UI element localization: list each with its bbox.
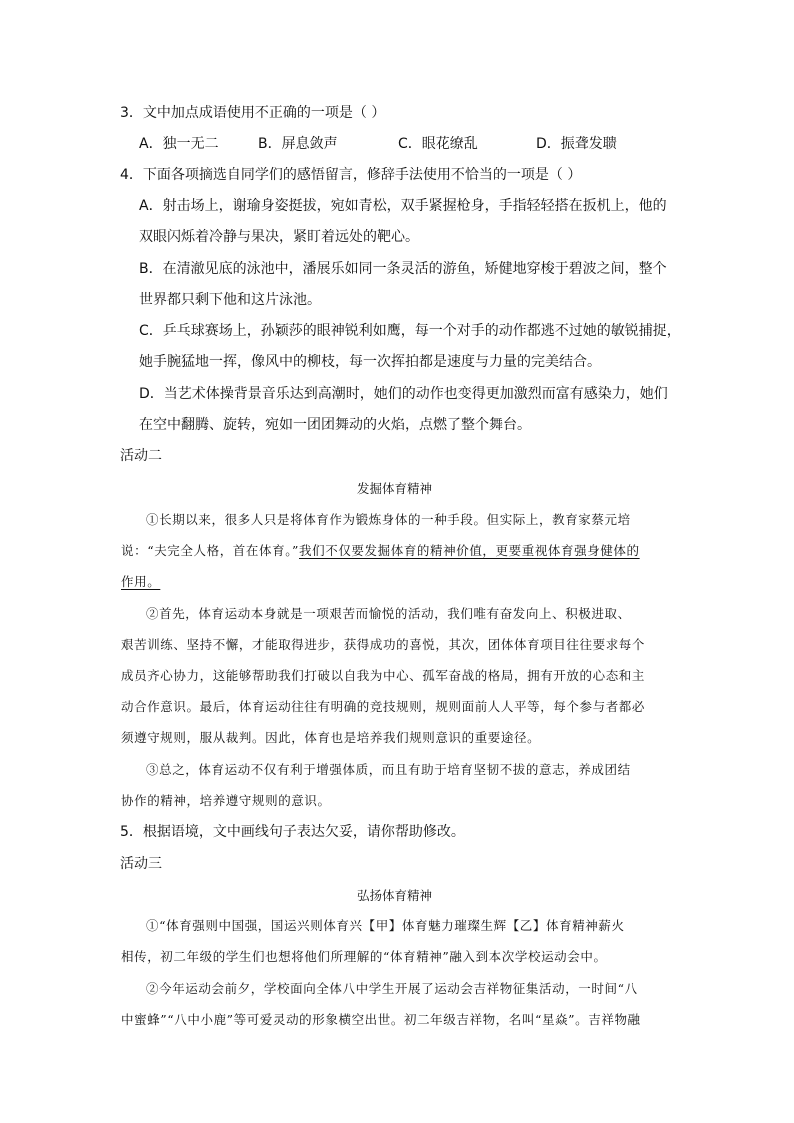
activity-3-paragraph-2-line2: 中蜜蜂”“八中小鹿”等可爱灵动的形象横空出世。初二年级吉祥物，名叫“星焱”。吉祥物融 (121, 1012, 641, 1027)
question-3-option-d: D．振聋发聩 (536, 136, 617, 152)
underlined-sentence-part1: 我们不仅要发掘体育的精神价值，更要重视体育强身健体的 (299, 543, 640, 558)
question-4-option-a-line2: 双眼闪烁着冷静与果决，紧盯着远处的靶心。 (139, 229, 419, 245)
question-3-stem: 3．文中加点成语使用不正确的一项是（ ） (120, 105, 386, 121)
activity-2-paragraph-1-line3 (121, 573, 160, 591)
activity-2-paragraph-2-line5: 须遵守规则，服从裁判。因此，体育也是培养我们规则意识的重要途径。 (121, 730, 541, 745)
activity-2-paragraph-2-line4: 动合作意识。最后，体育运动往往有明确的竞技规则，规则面前人人平等，每个参与者都必 (121, 699, 646, 714)
activity-2-paragraph-2-line1: ②首先，体育运动本身就是一项艰苦而愉悦的活动，我们唯有奋发向上、积极进取、 (146, 606, 631, 621)
activity-2-quote: 说：“夫完全人格，首在体育。” (121, 543, 300, 558)
question-4-option-b-line2: 世界都只剩下他和这片泳池。 (139, 292, 321, 308)
question-5-stem: 5．根据语境，文中画线句子表达欠妥，请你帮助修改。 (120, 824, 465, 840)
activity-2-paragraph-3-line1: ③总之，体育运动不仅有利于增强体质，而且有助于培育坚韧不拔的意志，养成团结 (146, 762, 631, 777)
question-4-option-d-line2: 在空中翻腾、旋转，宛如一团团舞动的火焰，点燃了整个舞台。 (139, 417, 531, 433)
question-4-option-c-line2: 她手腕猛地一挥，像风中的柳枝，每一次挥拍都是速度与力量的完美结合。 (139, 354, 601, 370)
activity-2-paragraph-1-line2 (121, 542, 640, 560)
question-3-option-c: C．眼花缭乱 (398, 136, 478, 152)
activity-2-paragraph-3-line2: 协作的精神，培养遵守规则的意识。 (121, 793, 331, 808)
activity-2-paragraph-2-line2: 艰苦训练、坚持不懈，才能取得进步，获得成功的喜悦，其次，团体体育项目往往要求每个 (121, 637, 646, 652)
activity-2-paragraph-2-line3: 成员齐心协力，这能够帮助我们打破以自我为中心、孤军奋战的格局，拥有开放的心态和主 (121, 668, 646, 683)
underlined-sentence-part2: 作用。 (121, 574, 161, 589)
question-4-stem: 4．下面各项摘选自同学们的感悟留言，修辞手法使用不恰当的一项是（ ） (120, 167, 582, 183)
question-4-option-c-line1: C．乒乓球赛场上，孙颖莎的眼神锐利如鹰，每一个对手的动作都逃不过她的敏锐捕捉， (139, 323, 681, 339)
question-3-option-a: A．独一无二 (139, 136, 219, 152)
activity-3-paragraph-1-line2: 相传，初二年级的学生们也想将他们所理解的“体育精神”融入到本次学校运动会中。 (121, 949, 607, 964)
activity-2-title: 发掘体育精神 (357, 481, 433, 496)
question-4-option-d-line1: D．当艺术体操背景音乐达到高潮时，她们的动作也变得更加激烈而富有感染力，她们 (139, 386, 668, 402)
question-4-option-b-line1: B．在清澈见底的泳池中，潘展乐如同一条灵活的游鱼，矫健地穿梭于碧波之间，整个 (139, 261, 667, 277)
question-3-option-b: B．屏息敛声 (258, 136, 338, 152)
question-4-option-a-line1: A．射击场上，谢瑜身姿挺拔，宛如青松，双手紧握枪身，手指轻轻搭在扳机上，他的 (139, 198, 667, 214)
activity-3-heading: 活动三 (120, 856, 162, 872)
activity-3-paragraph-2-line1: ②今年运动会前夕，学校面向全体八中学生开展了运动会吉祥物征集活动，一时间“八 (146, 981, 638, 996)
activity-3-title: 弘扬体育精神 (357, 888, 433, 903)
activity-2-paragraph-1-line1: ①长期以来，很多人只是将体育作为锻炼身体的一种手段。但实际上，教育家蔡元培 (146, 512, 631, 527)
activity-3-paragraph-1-line1: ①“体育强则中国强，国运兴则体育兴【甲】体育魅力璀璨生辉【乙】体育精神薪火 (146, 918, 625, 933)
activity-2-heading: 活动二 (120, 448, 162, 464)
